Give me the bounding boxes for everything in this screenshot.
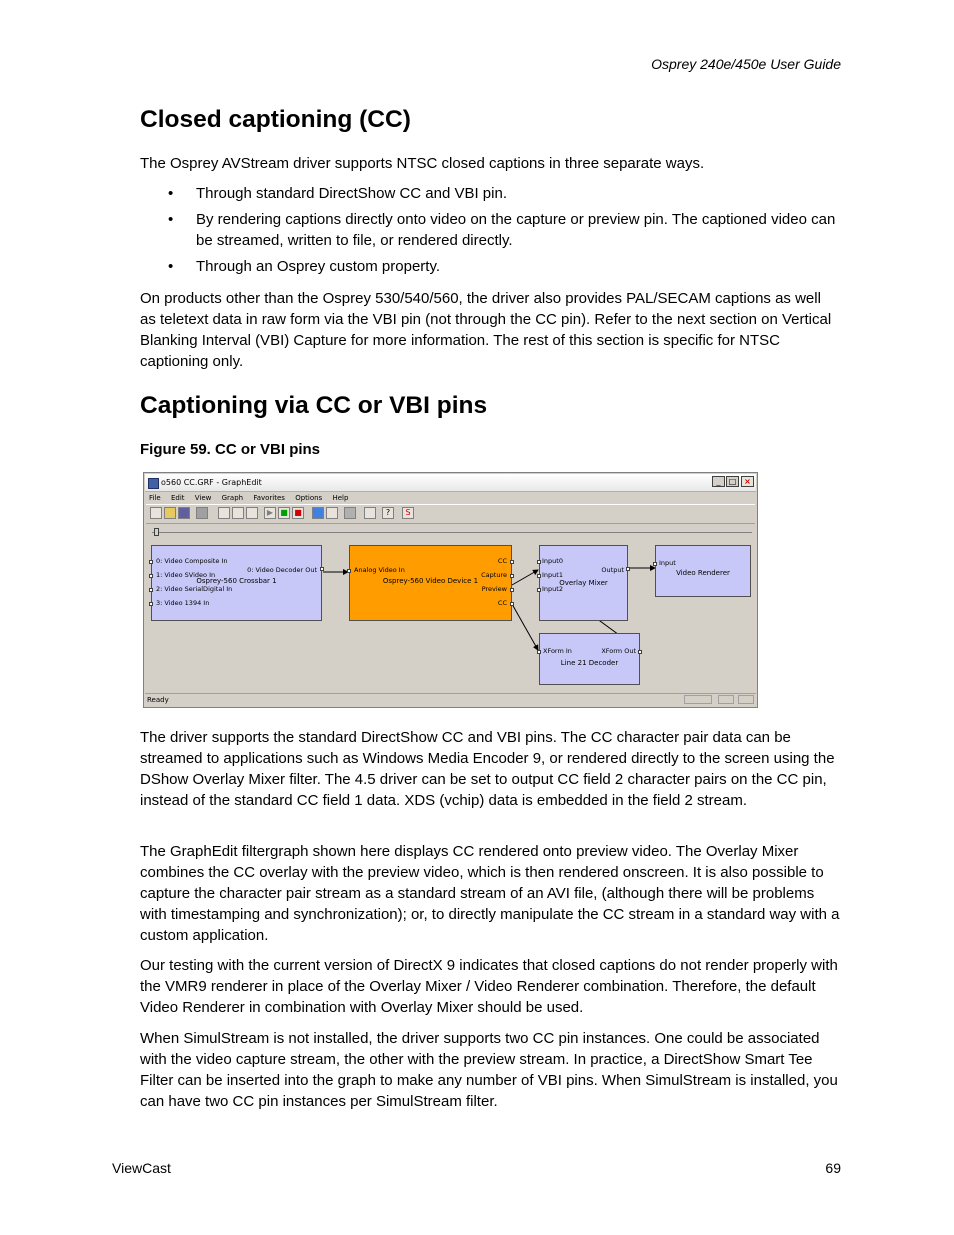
- filter-crossbar[interactable]: [151, 545, 322, 621]
- pin-input[interactable]: [149, 588, 153, 592]
- pin-label: Analog Video In: [354, 566, 405, 574]
- pin-label: 3: Video 1394 In: [156, 599, 210, 607]
- filter-video-renderer[interactable]: [655, 545, 751, 597]
- seek-slider[interactable]: [152, 528, 752, 536]
- pal-secam-paragraph: On products other than the Osprey 530/540/560, the driver also provides PAL/SECAM captions as well as teletext data in raw form via the VBI pin (not through the CC pin). Refer to the next section on Vertical Blanking Interval (VBI) Capture for more information. The rest of this section is specific for NTSC captioning only.: [140, 290, 832, 370]
- new-file-icon[interactable]: [150, 507, 162, 519]
- footer-company: ViewCast: [112, 1160, 171, 1176]
- page-number: 69: [825, 1160, 841, 1176]
- body-paragraph: When SimulStream is not installed, the driver supports two CC pin instances. One could be associated with the video capture stream, the other with the preview stream. In practice, a DirectShow Smart Tee Filter can be inserted into the graph to make any number of VBI pins. When SimulStream is installed, you can have two CC pin instances per SimulStream filter.: [140, 1030, 838, 1110]
- pause-icon[interactable]: ■: [278, 507, 290, 519]
- pin-output[interactable]: [510, 588, 514, 592]
- seek-icon[interactable]: [312, 507, 324, 519]
- pin-label: XForm In: [543, 647, 572, 655]
- list-item: • Through standard DirectShow CC and VBI pin.: [168, 185, 507, 202]
- bullet-list: [140, 183, 840, 282]
- minimize-icon[interactable]: _: [712, 476, 725, 487]
- close-icon[interactable]: ×: [741, 476, 754, 487]
- pin-output[interactable]: [510, 602, 514, 606]
- pin-label: Capture: [481, 571, 507, 579]
- pin-input[interactable]: [149, 560, 153, 564]
- pin-label: CC: [497, 557, 507, 565]
- status-panel: [738, 695, 754, 704]
- filter-name: Line 21 Decoder: [560, 659, 619, 667]
- menu-edit[interactable]: Edit: [170, 494, 185, 502]
- filter-overlay-mixer[interactable]: [539, 545, 628, 621]
- save-icon[interactable]: [178, 507, 190, 519]
- pin-input[interactable]: [537, 560, 541, 564]
- list-item: • By rendering captions directly onto video on the capture or preview pin. The captioned video can be streamed, written to file, or rendered directly.: [168, 211, 836, 249]
- bullet-glyph: •: [168, 211, 174, 228]
- graphedit-app-icon: [148, 478, 159, 489]
- pin-label: Output: [601, 566, 624, 574]
- pin-label: 0: Video Composite In: [156, 557, 228, 565]
- figure-caption: Figure 59. CC or VBI pins: [140, 441, 321, 458]
- filter-name: Osprey-560 Video Device 1: [382, 577, 479, 585]
- section-heading-closed-captioning: Closed captioning (CC): [140, 106, 411, 133]
- filter-name: Overlay Mixer: [559, 579, 608, 587]
- list-item: • Through an Osprey custom property.: [168, 258, 440, 275]
- pin-label: Input: [659, 559, 676, 567]
- pin-label: 0: Video Decoder Out: [247, 566, 317, 574]
- pin-input[interactable]: [347, 569, 351, 573]
- pin-label: Input2: [542, 585, 563, 593]
- pin-label: 2: Video SerialDigital In: [156, 585, 233, 593]
- pin-output[interactable]: [626, 567, 630, 571]
- help-icon[interactable]: ?: [382, 507, 394, 519]
- pin-label: 1: Video SVideo In: [156, 571, 216, 579]
- menu-options[interactable]: Options: [295, 494, 323, 502]
- pin-label: CC: [497, 599, 507, 607]
- toolbar: [146, 504, 755, 524]
- bullet-glyph: •: [168, 258, 174, 275]
- pin-label: Input0: [542, 557, 563, 565]
- step-icon[interactable]: [326, 507, 338, 519]
- menu-graph[interactable]: Graph: [221, 494, 244, 502]
- status-bar: [145, 693, 756, 706]
- graphedit-window: [143, 472, 758, 708]
- open-folder-icon[interactable]: [164, 507, 176, 519]
- window-title: o560 CC.GRF - GraphEdit: [161, 478, 262, 487]
- window-titlebar: [145, 474, 756, 492]
- intro-paragraph: The Osprey AVStream driver supports NTSC closed captions in three separate ways.: [140, 155, 705, 172]
- pin-label: Input1: [542, 571, 563, 579]
- graph-canvas: [146, 540, 755, 694]
- page-header-title: Osprey 240e/450e User Guide: [651, 56, 841, 72]
- menu-file[interactable]: File: [149, 494, 161, 502]
- cut-icon[interactable]: [218, 507, 230, 519]
- filter-name: Video Renderer: [676, 569, 730, 577]
- settings-s-icon[interactable]: S: [402, 507, 414, 519]
- pin-input[interactable]: [149, 602, 153, 606]
- stop-icon[interactable]: ■: [292, 507, 304, 519]
- pin-output[interactable]: [320, 567, 324, 571]
- status-text: Ready: [147, 696, 169, 704]
- body-paragraph: Our testing with the current version of DirectX 9 indicates that closed captions do not render properly with the VMR9 renderer in place of the Overlay Mixer / Video Renderer combination. Therefore, the default Video Renderer in combination with Overlay Mixer should be used.: [140, 957, 838, 1016]
- filters-icon[interactable]: [344, 507, 356, 519]
- section-heading-captioning-via-pins: Captioning via CC or VBI pins: [140, 392, 488, 419]
- menu-help[interactable]: Help: [332, 494, 349, 502]
- seek-thumb[interactable]: [154, 528, 159, 536]
- bullet-glyph: •: [168, 185, 174, 202]
- filter-name: Osprey-560 Crossbar 1: [196, 577, 277, 585]
- body-paragraph: The driver supports the standard DirectShow CC and VBI pins. The CC character pair data can be streamed to applications such as Windows Media Encoder 9, or rendered directly to the screen using the DShow Overlay Mixer filter. The 4.5 driver can be set to output CC field 2 character pairs on the CC pin, instead of the standard CC field 1 data. XDS (vchip) data is embedded in the field 2 stream.: [140, 729, 835, 809]
- connection-cc-to-decoder: [512, 604, 538, 650]
- body-paragraph: The GraphEdit filtergraph shown here displays CC rendered onto preview video. The Overlay Mixer combines the CC overlay with the preview video, which is then rendered onscreen. It is also possible to capture the character pair stream as a standard stream of an AVI file, (although there will be problems with timestamping and synchronization); or, to directly manipulate the CC stream in a standard way with a custom application.: [140, 843, 840, 944]
- status-panel: [718, 695, 734, 704]
- pin-input[interactable]: [537, 574, 541, 578]
- status-panel: [684, 695, 712, 704]
- menu-bar: [145, 492, 756, 504]
- pin-label: Preview: [481, 585, 507, 593]
- pin-input[interactable]: [537, 650, 541, 654]
- menu-view[interactable]: View: [194, 494, 212, 502]
- copy-icon[interactable]: [232, 507, 244, 519]
- pin-output[interactable]: [638, 650, 642, 654]
- connection-preview-to-mixer: [512, 570, 538, 585]
- play-icon[interactable]: ▶: [264, 507, 276, 519]
- pin-input[interactable]: [537, 588, 541, 592]
- print-icon[interactable]: [196, 507, 208, 519]
- filter-video-device[interactable]: [349, 545, 512, 621]
- pin-label: XForm Out: [601, 647, 636, 655]
- menu-favorites[interactable]: Favorites: [253, 494, 285, 502]
- seek-track: [152, 532, 752, 533]
- refresh-icon[interactable]: [364, 507, 376, 519]
- filter-line21-decoder[interactable]: [539, 633, 640, 685]
- pin-output[interactable]: [510, 560, 514, 564]
- pin-input[interactable]: [653, 562, 657, 566]
- paste-icon[interactable]: [246, 507, 258, 519]
- maximize-icon[interactable]: □: [726, 476, 739, 487]
